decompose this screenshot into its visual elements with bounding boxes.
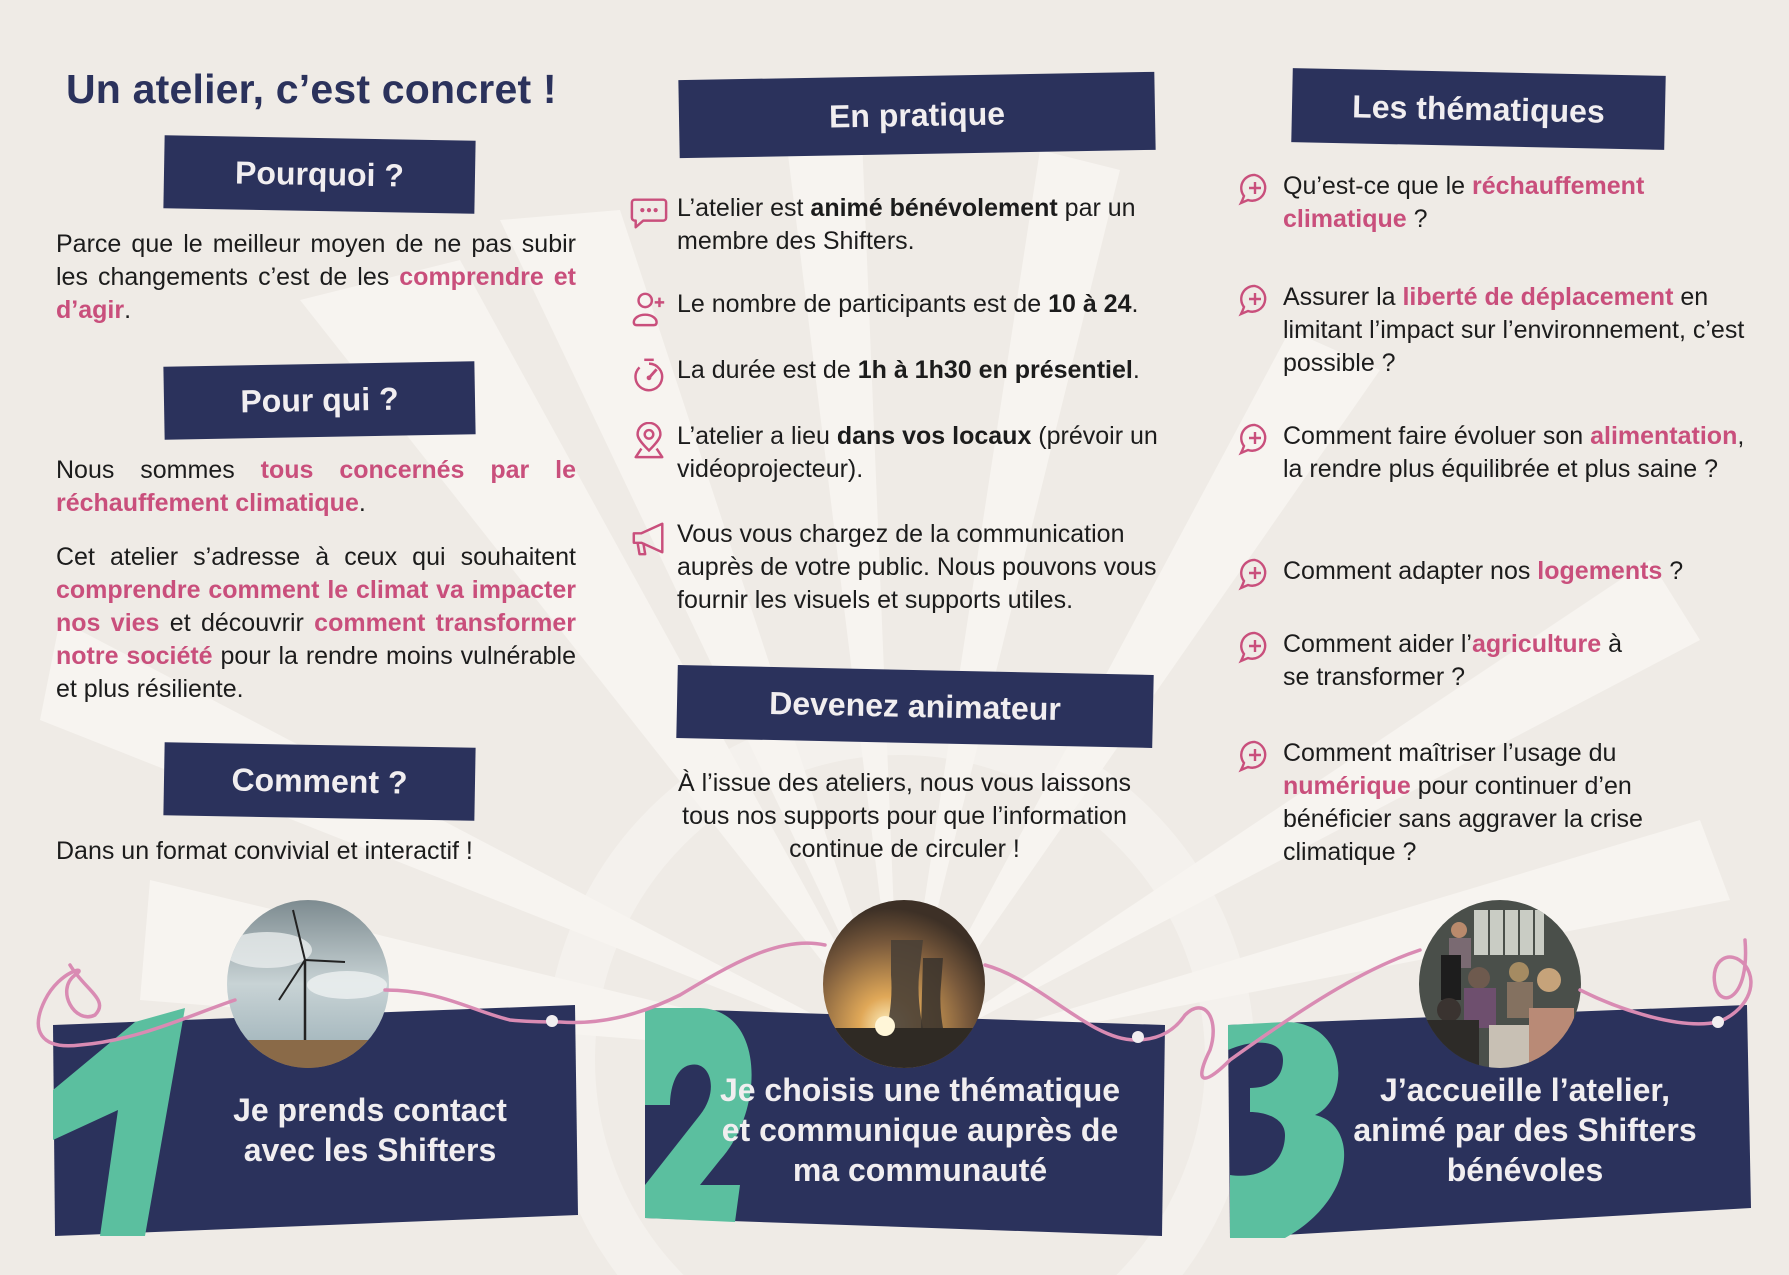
heading-thematiques bbox=[1291, 68, 1665, 150]
theme-text-end: , la rendre plus équilibrée et plus saine ? bbox=[1283, 422, 1745, 483]
pratique-item-participants bbox=[630, 288, 1190, 321]
theme-text: Comment adapter nos bbox=[1283, 557, 1538, 585]
theme-highlight: alimentation bbox=[1590, 422, 1738, 450]
heading-thematiques-label: Les thématiques bbox=[1351, 87, 1606, 130]
step-1-line-1: Je prends contact bbox=[233, 1092, 507, 1128]
step-2-line-3: ma communauté bbox=[792, 1152, 1048, 1188]
theme-text: Qu’est-ce que le bbox=[1283, 172, 1472, 200]
chat-plus-icon bbox=[1238, 630, 1272, 664]
pour-qui-p2-text: Cet atelier s’adresse à ceux qui souhaitent bbox=[56, 543, 576, 571]
pour-qui-p2-highlight-1: comprendre comment le climat va impacter nos vies bbox=[56, 576, 576, 637]
step-2-line-2: et communique auprès de bbox=[721, 1112, 1119, 1148]
chat-bubble-icon bbox=[630, 194, 668, 232]
heading-en-pratique bbox=[678, 72, 1155, 158]
step-3-line-1: J’accueille l’atelier, bbox=[1380, 1072, 1670, 1108]
map-pin-icon bbox=[630, 422, 668, 460]
item-text-end: par un membre des Shifters. bbox=[677, 194, 1136, 255]
heading-pourquoi bbox=[163, 135, 475, 213]
pourquoi-paragraph bbox=[56, 228, 576, 327]
item-text: Le nombre de participants est de bbox=[677, 290, 1049, 318]
theme-text-end: ? bbox=[1662, 557, 1684, 585]
pourquoi-highlight: comprendre et d’agir bbox=[56, 263, 576, 324]
pour-qui-paragraph-1 bbox=[56, 454, 576, 520]
theme-item-agriculture bbox=[1238, 628, 1758, 694]
megaphone-icon bbox=[630, 520, 668, 558]
pratique-item-animation bbox=[630, 192, 1190, 258]
chat-plus-icon bbox=[1238, 557, 1272, 591]
pratique-item-lieu bbox=[630, 420, 1190, 486]
workshop-audience-photo bbox=[1419, 900, 1581, 1068]
item-text-end: (prévoir un vidéoprojecteur). bbox=[677, 422, 1158, 483]
step-1-text bbox=[140, 1090, 580, 1170]
theme-item-rechauffement bbox=[1238, 170, 1758, 236]
pratique-item-communication bbox=[630, 518, 1190, 617]
step-2-text bbox=[700, 1070, 1140, 1190]
pour-qui-text-end: . bbox=[358, 489, 366, 517]
item-text: Vous vous chargez de la communication auprès de votre public. Nous pouvons vous fournir les visuels et supports utiles. bbox=[677, 520, 1157, 614]
heading-pour-qui bbox=[163, 361, 475, 439]
theme-item-deplacement bbox=[1238, 281, 1758, 380]
devenez-paragraph: À l’issue des ateliers, nous vous laissons tous nos supports pour que l’information continue de circuler ! bbox=[677, 769, 1131, 863]
pourquoi-text: Parce que le meilleur moyen de ne pas subir les changements c’est de les bbox=[56, 230, 576, 291]
theme-text-end: en limitant l’impact sur l’environnement, c’est possible ? bbox=[1283, 283, 1745, 377]
theme-highlight: logements bbox=[1537, 557, 1663, 585]
pour-qui-p2-highlight-2: comment transformer notre société bbox=[56, 609, 576, 670]
pour-qui-text: Nous sommes bbox=[56, 456, 261, 484]
pour-qui-p2-text-3: pour la rendre moins vulnérable et plus résiliente. bbox=[56, 642, 576, 703]
pourquoi-text-end: . bbox=[124, 296, 132, 324]
stopwatch-icon bbox=[630, 356, 668, 394]
item-text: L’atelier a lieu bbox=[677, 422, 837, 450]
heading-pour-qui-label: Pour qui ? bbox=[240, 380, 399, 420]
item-text: La durée est de bbox=[677, 356, 858, 384]
heading-devenez-animateur bbox=[676, 665, 1153, 748]
pour-qui-paragraph-2 bbox=[56, 541, 576, 706]
theme-text-end: pour continuer d’en bénéficier sans aggraver la crise climatique ? bbox=[1283, 772, 1643, 866]
theme-text-end: ? bbox=[1406, 205, 1428, 233]
user-plus-icon bbox=[630, 290, 668, 328]
heading-pourquoi-label: Pourquoi ? bbox=[234, 154, 405, 194]
item-text: L’atelier est bbox=[677, 194, 811, 222]
pour-qui-highlight: tous concernés par le réchauffement climatique bbox=[56, 456, 576, 517]
step-1-line-2: avec les Shifters bbox=[243, 1132, 497, 1168]
pour-qui-p2-text-2: et découvrir bbox=[159, 609, 315, 637]
theme-highlight: numérique bbox=[1283, 772, 1411, 800]
theme-text: Comment faire évoluer son bbox=[1283, 422, 1591, 450]
step-3-text bbox=[1305, 1070, 1745, 1190]
chat-plus-icon bbox=[1238, 422, 1272, 456]
theme-item-alimentation bbox=[1238, 420, 1758, 486]
theme-text: Comment aider l’ bbox=[1283, 630, 1472, 658]
theme-highlight: réchauffement climatique bbox=[1283, 172, 1645, 233]
theme-item-numerique bbox=[1238, 737, 1758, 869]
heading-comment-label: Comment ? bbox=[231, 761, 408, 801]
item-text-end: . bbox=[1131, 290, 1139, 318]
step-3-line-3: bénévoles bbox=[1446, 1152, 1604, 1188]
item-text-end: . bbox=[1132, 356, 1140, 384]
cooling-towers-photo bbox=[823, 900, 985, 1068]
theme-text-end: à se transformer ? bbox=[1283, 630, 1623, 691]
theme-item-logements bbox=[1238, 555, 1758, 588]
chat-plus-icon bbox=[1238, 172, 1272, 206]
theme-text: Comment maîtriser l’usage du bbox=[1283, 739, 1617, 767]
heading-devenez-animateur-label: Devenez animateur bbox=[768, 684, 1062, 728]
item-bold: 10 à 24 bbox=[1048, 290, 1132, 318]
theme-text: Assurer la bbox=[1283, 283, 1403, 311]
comment-paragraph: Dans un format convivial et interactif ! bbox=[56, 837, 473, 865]
theme-highlight: liberté de déplacement bbox=[1402, 283, 1674, 311]
page-title: Un atelier, c’est concret ! bbox=[66, 66, 557, 112]
chat-plus-icon bbox=[1238, 739, 1272, 773]
item-bold: dans vos locaux bbox=[836, 422, 1032, 450]
chat-plus-icon bbox=[1238, 283, 1272, 317]
heading-en-pratique-label: En pratique bbox=[828, 94, 1006, 135]
item-bold: animé bénévolement bbox=[810, 194, 1058, 222]
step-3-line-2: animé par des Shifters bbox=[1353, 1112, 1697, 1148]
theme-highlight: agriculture bbox=[1471, 630, 1602, 658]
pratique-item-duree bbox=[630, 354, 1190, 387]
heading-comment bbox=[163, 742, 475, 820]
item-bold: 1h à 1h30 en présentiel bbox=[857, 356, 1133, 384]
step-2-line-1: Je choisis une thématique bbox=[719, 1072, 1121, 1108]
wind-turbine-photo bbox=[227, 900, 389, 1068]
